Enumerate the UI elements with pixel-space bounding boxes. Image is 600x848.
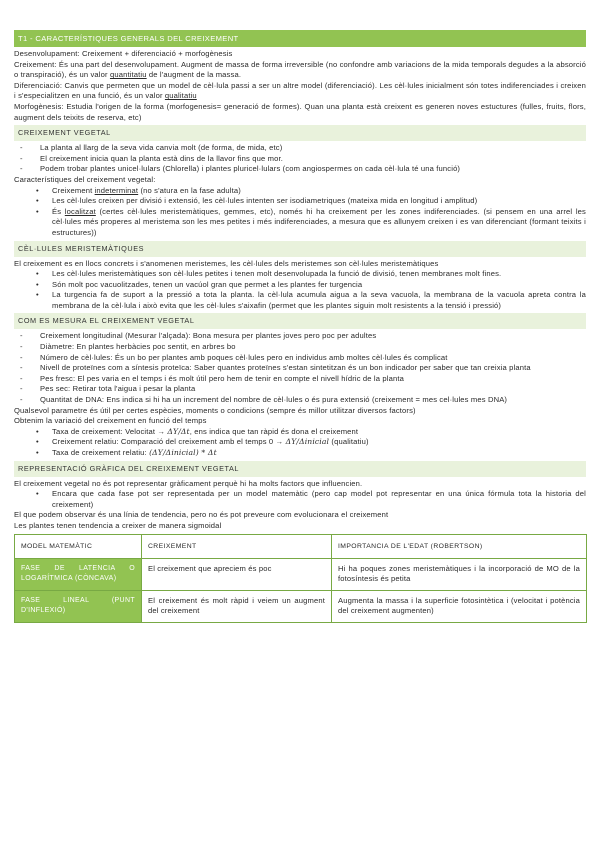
list-item bbox=[14, 437, 586, 448]
list-item: - Pes sec: Retirar tota l'aigua i pesar la planta bbox=[14, 384, 586, 395]
mesura-list bbox=[14, 331, 586, 405]
intro-diferenciacio-underlined: qualitatiu bbox=[164, 91, 197, 101]
list-item: - El creixement inicia quan la planta està dins de la llavor fins que mor. bbox=[14, 154, 586, 165]
list-item: - Pes fresc: El pes varia en el temps i és molt útil pero hem de tenir en compte el nivell hídric de la planta bbox=[14, 374, 586, 385]
formules-list bbox=[14, 427, 586, 459]
caracteristiques-list bbox=[14, 186, 586, 239]
list-item bbox=[14, 186, 586, 197]
creixement-vegetal-list bbox=[14, 143, 586, 175]
column-header: MODEL MATEMÀTIC bbox=[15, 534, 142, 558]
formula-tail: , ens indica que tan ràpid és dona el creixement bbox=[189, 426, 359, 436]
representacio-list bbox=[14, 489, 586, 510]
meristemes-list bbox=[14, 269, 586, 311]
list-item: • La turgencia fa de suport a la pressió a tota la planta. la cèl·lula acumula aigua a la seva vacuola, la membrana de la vacuola apreta contra la membrana de la cèl·lula i això evita que les cèl·lules s'aixafin (permet que les plantes siguin molt resistents a la tensió i pressió) bbox=[14, 290, 586, 311]
formula-tail: (qualitatiu) bbox=[329, 437, 369, 447]
intro-creixement bbox=[14, 60, 586, 81]
list-item bbox=[14, 207, 586, 239]
intro-morfogenesis: Morfogènesis: Estudia l'origen de la forma (morfogenesis= generació de formes). Quan una planta està creixent es generen noves estuctures (fulles, fruits, flors, augment dels teixits de reserva, etc) bbox=[14, 101, 586, 122]
item-text-tail: (no s'atura en la fase adulta) bbox=[138, 185, 241, 195]
list-item: • Les cèl·lules creixen per divisió i extensió, les cèl·lules intenten ser isodiametriques (mateixa mida en longitud i amplitud) bbox=[14, 196, 586, 207]
table-cell-model: FASE LINEAL (PUNT D'INFLEXIÓ) bbox=[15, 590, 142, 622]
formula-label: Creixement relatiu: Comparació del creixement amb el temps 0 → bbox=[52, 437, 286, 447]
intro-diferenciacio-text: Diferenciació: Canvis que permeten que un model de cèl·lula passi a ser un altre model (diferenciació). Les cèl·lules inicialment són totes indiferenciades i creixen i s'especialitzen en una funció, és un valor bbox=[14, 80, 586, 101]
formula-label: Taxa de creixement relatiu: bbox=[52, 448, 150, 457]
section-heading-com-es-mesura: COM ES MESURA EL CREIXEMENT VEGETAL bbox=[14, 313, 586, 329]
table-header-row bbox=[15, 534, 587, 558]
table-row bbox=[15, 590, 587, 622]
list-item: - Diàmetre: En plantes herbàcies poc sentit, en arbres bo bbox=[14, 342, 586, 353]
intro-desenvolupament: Desenvolupament: Creixement + diferenciació + morfogènesis bbox=[14, 49, 233, 58]
document-page bbox=[14, 0, 586, 623]
item-text: Creixement bbox=[52, 185, 95, 195]
list-item: - Quantitat de DNA: Ens indica si hi ha un increment del nombre de cèl·lules o és pura extensió (creixement = mes cel·lules mes DNA) bbox=[14, 395, 586, 406]
intro-creixement-underlined: quantitatiu bbox=[109, 70, 147, 80]
intro-creixement-text: Creixement: És una part del desenvolupament. Augment de massa de forma irreversible (no confondre amb variacions de la mida temporals degudes a la absorció o transpiració), és un valor bbox=[14, 59, 586, 80]
column-header: CREIXEMENT bbox=[142, 534, 332, 558]
caracteristiques-label: Característiques del creixement vegetal: bbox=[14, 174, 156, 184]
column-header: IMPORTANCIA DE L'EDAT (ROBERTSON) bbox=[332, 534, 587, 558]
variacio-note: Obtenim la variació del creixement en funció del temps bbox=[14, 416, 207, 426]
item-text: És bbox=[52, 206, 65, 216]
formula: ΔY/Δt bbox=[167, 426, 190, 436]
table-cell-importancia: Augmenta la massa i la superficie fotosintètica i (velocitat i potència del creixement augmenten) bbox=[332, 590, 587, 622]
list-item: • Les cèl·lules meristemàtiques son cèl·lules petites i tenen molt desenvolupada la funció de divisió, tenen membranes molt fines. bbox=[14, 269, 586, 280]
list-item: - Creixement longitudinal (Mesurar l'alçada): Bona mesura per plantes joves pero poc per adultes bbox=[14, 331, 586, 342]
item-underlined: indeterminat bbox=[94, 185, 139, 195]
formula-label: Taxa de creixement: Velocitat → bbox=[52, 426, 168, 436]
list-item bbox=[14, 448, 586, 459]
list-item: - La planta al llarg de la seva vida canvia molt (de forma, de mida, etc) bbox=[14, 143, 586, 154]
representacio-intro: El creixement vegetal no és pot representar gràficament perquè hi ha molts factors que influencien. bbox=[14, 478, 363, 488]
intro-creixement-tail: de l'augment de la massa. bbox=[146, 70, 242, 80]
list-item: - Número de cèl·lules: És un bo per plantes amb poques cèl·lules pero en individus amb moltes cèl·lules és complicat bbox=[14, 353, 586, 364]
list-item: - Podem trobar plantes unicel·lulars (Chlorella) i plantes pluricel·lulars (com angiospermes on cada cèl·lula té una funció) bbox=[14, 164, 586, 175]
formula: ΔY/Δinicial bbox=[285, 437, 330, 447]
table-cell-creixement: El creixement que apreciem és poc bbox=[142, 558, 332, 590]
table-row bbox=[15, 558, 587, 590]
item-text-tail: (certes cèl·lules meristemàtiques, gemmes, etc), només hi ha creixement per les zones indiferenciades. (si pensem en una arrel les cèl·lules més properes al meristema son les mes petites i més indiferenciades, a mesura que es allunyem creixen i es van diferenciant (formant teixits i estructures)) bbox=[52, 206, 587, 237]
section-heading-cellules-meristematiques: CÈL·LULES MERISTEMÀTIQUES bbox=[14, 241, 586, 257]
section-heading-creixement-vegetal: CREIXEMENT VEGETAL bbox=[14, 125, 586, 141]
growth-phases-table bbox=[14, 534, 587, 623]
item-underlined: localitzat bbox=[64, 206, 96, 216]
formula: (ΔY/Δinicial) * Δt bbox=[149, 448, 217, 457]
section-heading-representacio-grafica: REPRESENTACIÓ GRÀFICA DEL CREIXEMENT VEGETAL bbox=[14, 461, 586, 477]
parametres-note: Qualsevol parametre és útil per certes espècies, moments o condicions (sempre és millor utilitzar diversos factors) bbox=[14, 405, 416, 415]
tendencia-note: El que podem observar és una línia de tendencia, pero no és pot preveure com evolucionara el creixement bbox=[14, 510, 389, 520]
chapter-title: T1 - CARACTERÍSTIQUES GENERALS DEL CREIXEMENT bbox=[14, 30, 586, 47]
table-cell-creixement: El creixement és molt ràpid i veiem un augment del creixement bbox=[142, 590, 332, 622]
meristemes-intro: El creixement es en llocs concrets i s'anomenen meristemes, les cèl·lules dels meristemes son cèl·lules meristemàtiques bbox=[14, 258, 439, 268]
intro-diferenciacio bbox=[14, 81, 586, 102]
list-item: • Encara que cada fase pot ser representada per un model matemàtic (pero cap model pot representar en una única fórmula tota la historia del creixement) bbox=[14, 489, 586, 510]
table-cell-importancia: Hi ha poques zones meristemàtiques i la incorporació de MO de la fotosíntesis és petita bbox=[332, 558, 587, 590]
list-item: • Són molt poc vacuolitzades, tenen un vacúol gran que permet a les plantes fer turgencia bbox=[14, 280, 586, 291]
list-item bbox=[14, 427, 586, 438]
sigmoidal-note: Les plantes tenen tendencia a creixer de manera sigmoidal bbox=[14, 520, 222, 530]
list-item: - Nivell de proteïnes com a síntesis proteïca: Saber quantes proteïnes s'estan sintetitzan és un bon indicador per saber que tan creixia planta bbox=[14, 363, 586, 374]
table-cell-model: FASE DE LATENCIA O LOGARÍTMICA (CÒNCAVA) bbox=[15, 558, 142, 590]
